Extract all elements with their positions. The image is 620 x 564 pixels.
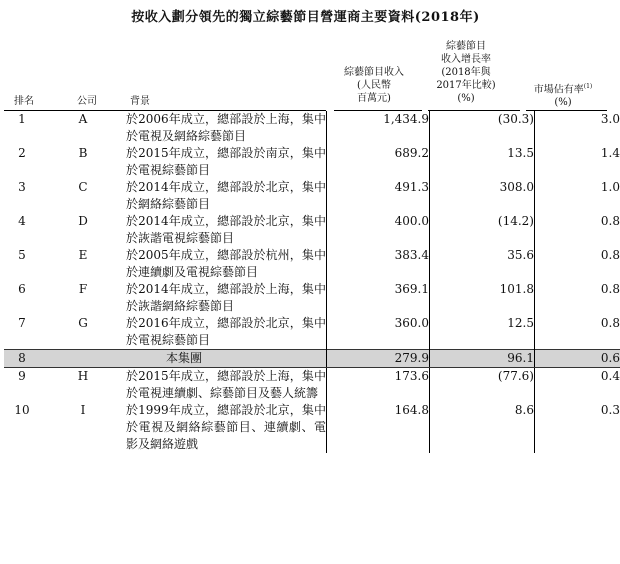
table-row	[4, 402, 620, 453]
column-separator	[430, 281, 439, 315]
column-separator	[430, 145, 439, 179]
background-cell: 本集團	[126, 350, 327, 368]
column-separator	[327, 179, 336, 213]
header-rank: 排名	[14, 96, 34, 107]
column-separator	[535, 247, 544, 281]
header-growth-line1: 綜藝節目	[446, 41, 486, 52]
header-company: 公司	[77, 96, 97, 107]
column-separator	[327, 111, 336, 145]
header-revenue	[330, 66, 418, 105]
revenue-cell: 400.0	[394, 214, 429, 228]
revenue-cell: 369.1	[394, 282, 429, 296]
share-cell: 1.4	[600, 146, 620, 160]
column-separator	[430, 179, 439, 213]
company-cell: A	[78, 112, 88, 126]
column-separator	[535, 350, 544, 368]
company-cell: I	[80, 403, 86, 417]
growth-cell: 8.6	[514, 403, 534, 417]
table-row	[4, 213, 620, 247]
revenue-cell: 689.2	[394, 146, 429, 160]
column-separator	[430, 368, 439, 403]
column-separator	[327, 213, 336, 247]
column-separator	[327, 145, 336, 179]
background-cell: 於2015年成立，總部設於上海，集中於電視連續劇、綜藝節目及藝人統籌	[126, 369, 326, 400]
share-cell: 0.8	[600, 282, 620, 296]
column-separator	[430, 247, 439, 281]
header-share-footnote: (1)	[583, 83, 593, 90]
column-separator	[430, 315, 439, 350]
table-row	[4, 368, 620, 403]
column-separator	[535, 368, 544, 403]
table-body	[4, 111, 620, 453]
rank-cell: 9	[18, 369, 26, 383]
share-cell: 1.0	[600, 180, 620, 194]
background-cell: 於2014年成立，總部設於上海，集中於詼諧網絡綜藝節目	[126, 282, 326, 313]
company-cell: B	[78, 146, 88, 160]
rank-cell: 3	[18, 180, 26, 194]
company-cell: H	[77, 369, 89, 383]
growth-cell: (14.2)	[497, 214, 534, 228]
table-row	[4, 281, 620, 315]
growth-cell: (77.6)	[497, 369, 534, 383]
rank-cell: 4	[18, 214, 26, 228]
header-share-label: 市場佔有率	[533, 84, 584, 96]
share-cell: 0.8	[600, 316, 620, 330]
header-share	[518, 80, 608, 109]
column-separator	[430, 213, 439, 247]
share-cell: 0.8	[600, 214, 620, 228]
header-revenue-line1: 綜藝節目收入	[344, 67, 404, 78]
background-cell: 於2014年成立，總部設於北京，集中於網絡綜藝節目	[126, 180, 326, 211]
header-revenue-line2: (人民幣	[357, 80, 391, 91]
table-row	[4, 179, 620, 213]
table-row	[4, 315, 620, 350]
table-row	[4, 247, 620, 281]
company-cell: C	[78, 180, 88, 194]
background-cell: 於2015年成立，總部設於南京，集中於電視綜藝節目	[126, 146, 326, 177]
column-separator	[535, 315, 544, 350]
revenue-cell: 383.4	[394, 248, 429, 262]
header-growth	[420, 40, 512, 105]
header-growth-line5: (%)	[457, 93, 475, 104]
column-separator	[535, 179, 544, 213]
share-cell: 0.6	[543, 350, 620, 368]
table-row	[4, 145, 620, 179]
column-separator	[327, 402, 336, 453]
revenue-cell: 1,434.9	[383, 112, 429, 126]
header-background: 背景	[130, 96, 150, 107]
table-row	[4, 111, 620, 145]
growth-cell: (30.3)	[497, 112, 534, 126]
rank-cell: 8	[4, 350, 40, 368]
background-cell: 於2005年成立，總部設於杭州，集中於連續劇及電視綜藝節目	[126, 248, 326, 279]
rank-cell: 6	[18, 282, 26, 296]
column-separator	[535, 281, 544, 315]
growth-cell: 12.5	[507, 316, 534, 330]
header-share-unit: (%)	[554, 97, 572, 109]
revenue-cell: 173.6	[394, 369, 429, 383]
table-row	[4, 350, 620, 368]
column-separator	[535, 402, 544, 453]
header-growth-line2: 收入增長率	[441, 54, 491, 65]
rank-cell: 1	[18, 112, 26, 126]
column-separator	[327, 368, 336, 403]
share-cell: 0.3	[600, 403, 620, 417]
growth-cell: 35.6	[507, 248, 534, 262]
rank-cell: 5	[18, 248, 26, 262]
header-growth-line4: 2017年比較)	[436, 80, 496, 91]
growth-cell: 101.8	[499, 282, 534, 296]
company-cell	[40, 350, 126, 368]
revenue-cell: 279.9	[335, 350, 430, 368]
table-title: 按收入劃分領先的獨立綜藝節目營運商主要資料(2018年)	[131, 10, 480, 25]
company-cell: E	[78, 248, 88, 262]
column-separator	[327, 281, 336, 315]
column-separator	[327, 247, 336, 281]
background-cell: 於2006年成立，總部設於上海，集中於電視及網絡綜藝節目	[126, 112, 326, 143]
ranking-table	[4, 111, 620, 453]
rank-cell: 7	[18, 316, 26, 330]
share-cell: 0.4	[600, 369, 620, 383]
revenue-cell: 164.8	[394, 403, 429, 417]
growth-cell: 13.5	[507, 146, 534, 160]
revenue-cell: 491.3	[394, 180, 429, 194]
revenue-cell: 360.0	[394, 316, 429, 330]
growth-cell: 96.1	[438, 350, 535, 368]
growth-cell: 308.0	[499, 180, 534, 194]
column-separator	[327, 315, 336, 350]
rank-cell: 10	[14, 403, 30, 417]
column-separator	[430, 350, 439, 368]
column-separator	[535, 111, 544, 145]
background-cell: 於2014年成立，總部設於北京，集中於詼諧電視綜藝節目	[126, 214, 326, 245]
column-separator	[327, 350, 336, 368]
column-separator	[430, 402, 439, 453]
share-cell: 3.0	[600, 112, 620, 126]
column-separator	[430, 111, 439, 145]
share-cell: 0.8	[600, 248, 620, 262]
column-separator	[535, 145, 544, 179]
background-cell: 於2016年成立，總部設於北京，集中於電視綜藝節目	[126, 316, 326, 347]
header-growth-line3: (2018年與	[441, 67, 491, 78]
company-cell: G	[78, 316, 88, 330]
background-cell: 於1999年成立，總部設於北京，集中於電視及網絡綜藝節目、連續劇、電影及網絡遊戲	[126, 403, 326, 451]
column-separator	[535, 213, 544, 247]
header-revenue-line3: 百萬元)	[357, 93, 391, 104]
company-cell: F	[78, 282, 88, 296]
rank-cell: 2	[18, 146, 26, 160]
company-cell: D	[78, 214, 88, 228]
